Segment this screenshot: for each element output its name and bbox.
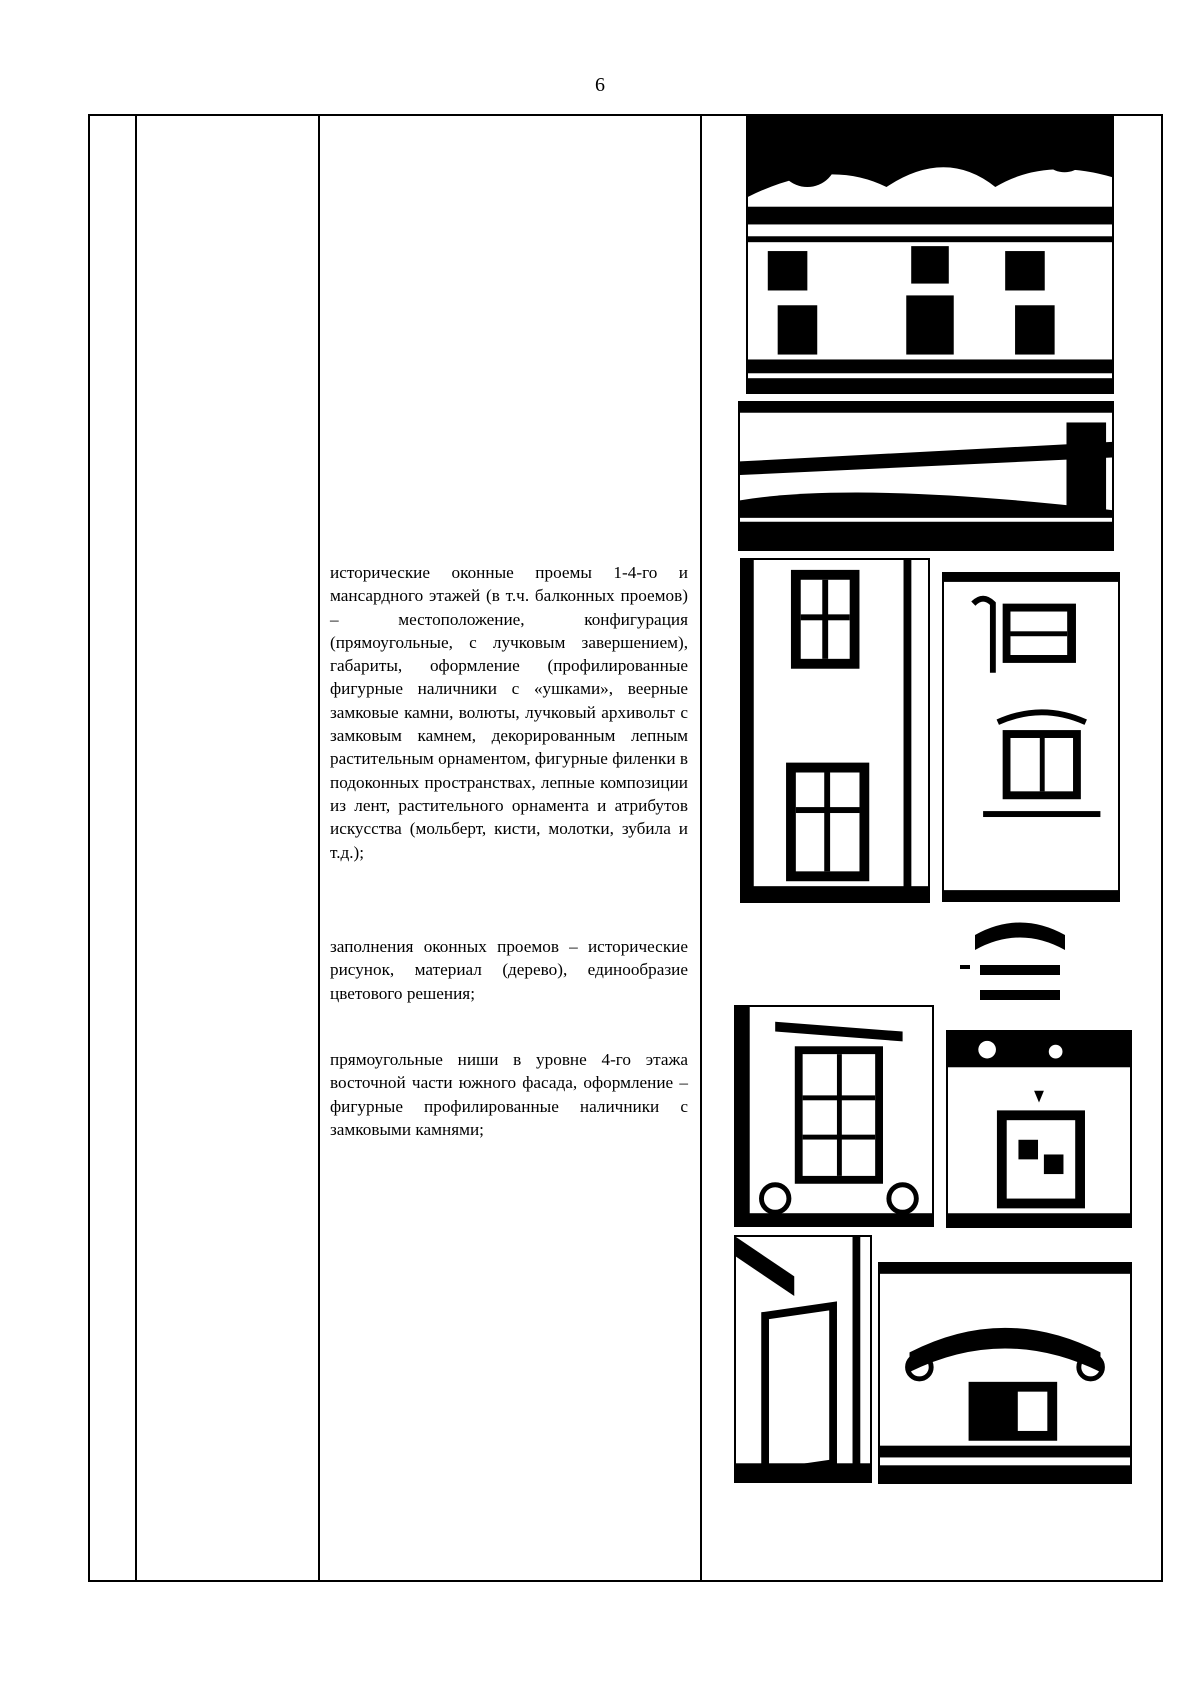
arch-keystone-photo [960, 905, 1080, 1010]
table-column-divider-1 [135, 114, 137, 1582]
window-fillings-paragraph: заполнения оконных проемов – исторические рисунок, материал (дерево), единообразие цветового решения; [330, 937, 688, 1003]
balcony-arch-photo [878, 1262, 1132, 1484]
niche-detail-photo [734, 1235, 872, 1483]
table-column-divider-3 [700, 114, 702, 1582]
window-pair-photo [740, 558, 930, 903]
page-number: 6 [595, 74, 605, 96]
window-upper-floors-photo [942, 572, 1120, 902]
window-openings-paragraph: исторические оконные проемы 1-4-го и мансардного этажей (в т.ч. балконных проемов) – местоположение, конфигурация (прямоугольные, с лучковым завершением), габариты, оформление (профилированные фигурные наличники с «ушками», веерные замковые камни, волюты, лучковый архивольт с замковым камнем, декорированным лепным растительным орнаментом, фигурные филенки в подоконных пространствах, лепные композиции из лент, растительного орнамента и атрибутов искусства (мольберт, кисти, молотки, зубила и т.д.); [330, 563, 688, 862]
window-volutes-photo [734, 1005, 934, 1227]
window-decor-photo [946, 1030, 1132, 1228]
cornice-detail-photo [738, 401, 1114, 551]
table-column-divider-2 [318, 114, 320, 1582]
niches-paragraph: прямоугольные ниши в уровне 4-го этажа восточной части южного фасада, оформление – фигурные профилированные наличники с замковыми камнями; [330, 1050, 688, 1139]
facade-overview-photo [746, 116, 1114, 394]
